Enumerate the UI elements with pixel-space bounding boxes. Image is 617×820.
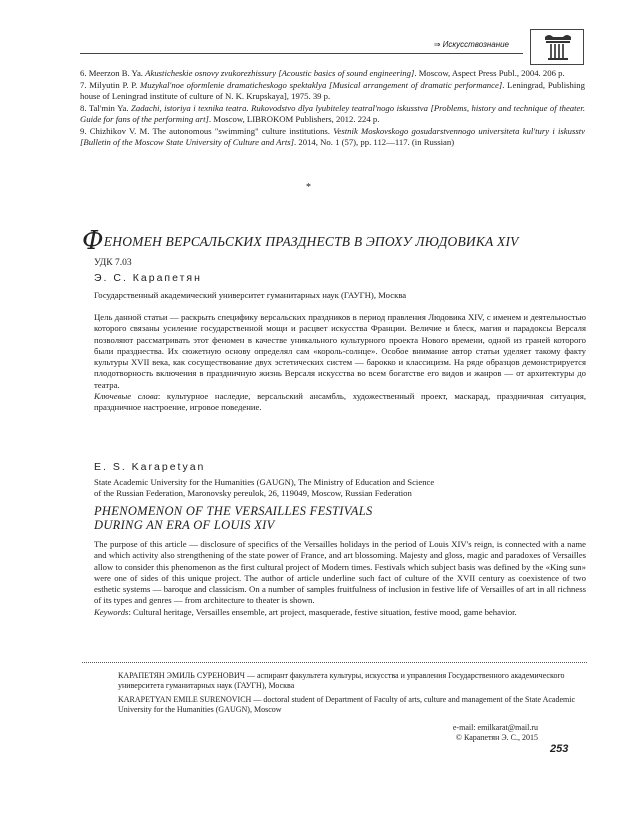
dotted-divider xyxy=(82,662,587,663)
reference-item: 6. Meerzon B. Ya. Akusticheskie osnovy zvukorezhissury [Acoustic basics of sound engineering]. Moscow, Aspect Press Publ., 2004. 206 p. xyxy=(80,68,565,78)
reference-list xyxy=(80,68,585,149)
section-separator: * xyxy=(306,182,311,193)
keywords-en: Keywords: Cultural heritage, Versailles ensemble, art project, masquerade, festive situation, festive mood, game behavior. xyxy=(94,606,517,617)
article-title-en: PHENOMENON OF THE VERSAILLES FESTIVALS DURING AN ERA OF LOUIS XIV xyxy=(94,504,373,532)
author-email[interactable]: e-mail: emilkarat@mail.ru xyxy=(452,723,538,732)
author-bio-ru: КАРАПЕТЯН ЭМИЛЬ СУРЕНОВИЧ — аспирант факультета культуры, искусства и управления Государственного академического университета гуманитарных наук (ГАУГН), Москва xyxy=(118,671,565,691)
article-title-ru xyxy=(82,226,587,256)
contact-block xyxy=(380,723,538,744)
title-initial: Ф xyxy=(82,226,104,256)
abstract-en-text: The purpose of this article — disclosure of specifics of the Versailles holidays in the period of Louis XIV's reign, is connected with a name and which activity also strengthening of the state power of France, and art blossoming. Majesty and gloss, magic and paradoxes of Versailles allow to consider this phenomenon as the first cultural project of Modern times. Festivals which subject basis was defined by the «King sun» were one of sides of this unique project. The author of article underline such fact of culture of the XVII century as coexistence of two esthetic systems — baroque and classicism. On a number of samples fruitfulness of inclusion in festive life of Versailles of art in all richness of its types and genres — from architecture to theater is shown. xyxy=(94,539,586,606)
affiliation-ru: Государственный академический университет гуманитарных наук (ГАУГН), Москва xyxy=(94,290,407,300)
author-info xyxy=(118,671,588,719)
author-name-ru: Э. С. Карапетян xyxy=(94,272,202,284)
column-capital-icon xyxy=(543,33,573,61)
affiliation-en: State Academic University for the Humanities (GAUGN), The Ministry of Education and Science of the Russian Federation, Maronovsky pereulok, 26, 119049, Moscow, Russian Federation xyxy=(94,477,435,499)
author-bio-en: KARAPETYAN EMILE SURENOVICH — doctoral student of Department of Faculty of arts, culture and management of the State Academic University for the Humanities (GAUGN), Moscow xyxy=(118,694,576,715)
udk-code: УДК 7.03 xyxy=(94,258,132,268)
abstract-en xyxy=(94,539,586,618)
reference-item: 7. Milyutin P. P. Muzykal'noe oformlenie dramaticheskogo spektaklya [Musical arrangement of dramatic performance]. Leningrad, Publishing house of Leningrad institute of culture of N. K. Krupskaya], 1975. 39 p. xyxy=(80,79,585,101)
page-number: 253 xyxy=(550,743,569,755)
abstract-ru xyxy=(94,312,586,414)
section-label: ⇒ Искусствознание xyxy=(430,40,513,49)
keywords-ru: Ключевые слова: культурное наследие, версальский ансамбль, художественный проект, маскарад, праздничная ситуация, праздничное настроение, игровое поведение. xyxy=(94,391,586,413)
reference-item: 8. Tal'min Ya. Zadachi, istoriya i texnika teatra. Rukovodstvo dlya lyubiteley teatral'nogo iskusstva [Problems, history and technique of theater. Guide for fans of the performing art]. Moscow, LIBROKOM Publishers, 2012. 224 p. xyxy=(80,102,586,124)
abstract-ru-text: Цель данной статьи — раскрыть специфику версальских праздников в период правления Людовика XIV, с именем и деятельностью которого связаны усиление государственной мощи и расцвет искусства Франции. Величие и блеск, магия и парадоксы Версаля позволяют рассматривать этот феномен в качестве уникального культурного проекта Нового времени, одной из граней которого были празднества. Их сюжетную основу определял сам «король-солнце». Особое внимание автор статьи уделяет такому факту культуры XVII века, как сосуществование двух эстетических систем — барокко и классицизм. На ряде образцов демонстрируется плодотворность включения в праздничную жизнь Версаля искусства во всем богатстве его видов и жанров — от архитектуры до театра. xyxy=(94,312,586,390)
author-name-en: E. S. Karapetyan xyxy=(94,461,206,473)
copyright: © Карапетян Э. С., 2015 xyxy=(455,733,538,743)
reference-item: 9. Chizhikov V. M. The autonomous "swimming" culture institutions. Vestnik Moskovskogo gosudarstvennogo universiteta kul'tury i iskusstv [Bulletin of the Moscow State University of Culture and Arts]. 2014, No. 1 (57), pp. 112—117. (in Russian) xyxy=(80,125,585,147)
title-text: ЕНОМЕН ВЕРСАЛЬСКИХ ПРАЗДНЕСТВ В ЭПОХУ ЛЮДОВИКА XIV xyxy=(103,234,519,249)
running-header xyxy=(80,40,585,62)
double-arrow-icon: ⇒ xyxy=(433,40,441,49)
header-rule xyxy=(80,53,523,54)
journal-logo xyxy=(530,29,584,65)
